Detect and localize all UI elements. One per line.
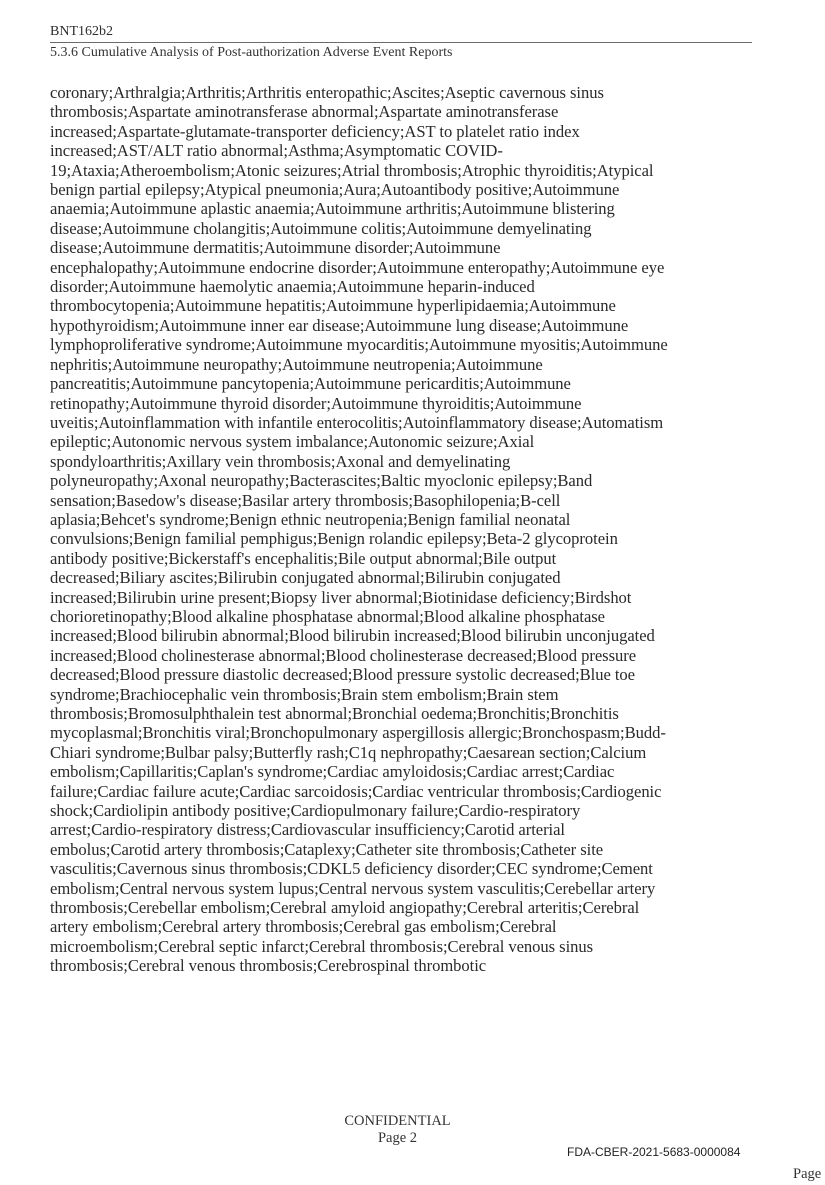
body-text-line: thrombosis;Cerebral venous thrombosis;Cerebrospinal thrombotic xyxy=(50,956,487,976)
body-text-line: thrombosis;Bromosulphthalein test abnormal;Bronchial oedema;Bronchitis;Bronchitis xyxy=(50,704,619,723)
body-text-line: increased;AST/ALT ratio abnormal;Asthma;Asymptomatic COVID- xyxy=(50,141,503,161)
body-text-line: microembolism;Cerebral septic infarct;Cerebral thrombosis;Cerebral venous sinus xyxy=(50,936,594,956)
body-text-line: lymphoproliferative syndrome;Autoimmune myocarditis;Autoimmune myositis;Autoimmune xyxy=(50,335,668,355)
document-id: BNT162b2 xyxy=(50,24,113,39)
body-text-line: disease;Autoimmune cholangitis;Autoimmune colitis;Autoimmune demyelinating xyxy=(50,218,592,238)
section-title: 5.3.6 Cumulative Analysis of Post-authorization Adverse Event Reports xyxy=(50,45,453,60)
body-text-line: thrombocytopenia;Autoimmune hepatitis;Autoimmune hyperlipidaemia;Autoimmune xyxy=(50,296,616,316)
body-text-line: embolus;Carotid artery thrombosis;Cataplexy;Catheter site thrombosis;Catheter site xyxy=(50,839,604,859)
body-text-line: vasculitis;Cavernous sinus thrombosis;CDKL5 deficiency disorder;CEC syndrome;Cement xyxy=(50,859,653,879)
body-text-line: decreased;Biliary ascites;Bilirubin conjugated abnormal;Bilirubin conjugated xyxy=(50,568,561,588)
confidential-label: CONFIDENTIAL xyxy=(344,1113,451,1129)
body-text-line: thrombosis;Aspartate aminotransferase abnormal;Aspartate aminotransferase xyxy=(50,102,559,122)
body-text-line: encephalopathy;Autoimmune endocrine disorder;Autoimmune enteropathy;Autoimmune eye xyxy=(50,257,665,277)
body-text-line: aplasia;Behcet's syndrome;Benign ethnic neutropenia;Benign familial neonatal xyxy=(50,509,571,529)
body-text-line: embolism;Central nervous system lupus;Central nervous system vasculitis;Cerebellar artery xyxy=(50,878,656,898)
body-text-line: hypothyroidism;Autoimmune inner ear disease;Autoimmune lung disease;Autoimmune xyxy=(50,315,629,335)
body-text-line: failure;Cardiac failure acute;Cardiac sarcoidosis;Cardiac ventricular thrombosis;Cardiogenic xyxy=(50,781,662,801)
body-text-line: disease;Autoimmune dermatitis;Autoimmune disorder;Autoimmune xyxy=(50,238,501,258)
body-text-line: syndrome;Brachiocephalic vein thrombosis;Brain stem embolism;Brain stem xyxy=(50,684,559,704)
body-text-line: Chiari syndrome;Bulbar palsy;Butterfly rash;C1q nephropathy;Caesarean section;Calcium xyxy=(50,742,647,762)
body-text-line: shock;Cardiolipin antibody positive;Cardiopulmonary failure;Cardio-respiratory xyxy=(50,801,581,821)
body-text-line: embolism;Capillaritis;Caplan's syndrome;Cardiac amyloidosis;Cardiac arrest;Cardiac xyxy=(50,762,615,782)
body-text-line: sensation;Basedow's disease;Basilar artery thrombosis;Basophilopenia;B-cell xyxy=(50,490,561,510)
body-text-line: uveitis;Autoinflammation with infantile enterocolitis;Autoinflammatory disease;Automatism xyxy=(50,412,664,432)
body-text-line: polyneuropathy;Axonal neuropathy;Bacterascites;Baltic myoclonic epilepsy;Band xyxy=(50,471,593,491)
body-text-line: spondyloarthritis;Axillary vein thrombosis;Axonal and demyelinating xyxy=(50,451,511,471)
body-text-line: retinopathy;Autoimmune thyroid disorder;Autoimmune thyroiditis;Autoimmune xyxy=(50,393,582,413)
body-text-line: increased;Blood bilirubin abnormal;Blood bilirubin increased;Blood bilirubin unconjugated xyxy=(50,626,655,646)
body-text-line: chorioretinopathy;Blood alkaline phosphatase abnormal;Blood alkaline phosphatase xyxy=(50,606,605,626)
body-text-line: disorder;Autoimmune haemolytic anaemia;Autoimmune heparin-induced xyxy=(50,277,535,297)
body-text-line: anaemia;Autoimmune aplastic anaemia;Autoimmune arthritis;Autoimmune blistering xyxy=(50,199,615,219)
body-text-line: artery embolism;Cerebral artery thrombosis;Cerebral gas embolism;Cerebral xyxy=(50,917,557,937)
body-text-line: thrombosis;Cerebellar embolism;Cerebral amyloid angiopathy;Cerebral arteritis;Cerebral xyxy=(50,898,640,918)
bates-number: FDA-CBER-2021-5683-0000084 xyxy=(567,1145,741,1159)
body-text-line: increased;Aspartate-glutamate-transporter deficiency;AST to platelet ratio index xyxy=(50,121,580,141)
body-text-line: increased;Blood cholinesterase abnormal;Blood cholinesterase decreased;Blood pressure xyxy=(50,645,637,665)
body-text-line: 19;Ataxia;Atheroembolism;Atonic seizures;Atrial thrombosis;Atrophic thyroiditis;Atypical xyxy=(50,160,654,180)
body-text-line: convulsions;Benign familial pemphigus;Benign rolandic epilepsy;Beta-2 glycoprotein xyxy=(50,529,618,549)
header-rule xyxy=(50,42,752,43)
body-text-line: antibody positive;Bickerstaff's encephalitis;Bile output abnormal;Bile output xyxy=(50,548,557,568)
body-text-line: nephritis;Autoimmune neuropathy;Autoimmune neutropenia;Autoimmune xyxy=(50,354,543,374)
body-text-line: increased;Bilirubin urine present;Biopsy liver abnormal;Biotinidase deficiency;Birdshot xyxy=(50,587,632,607)
body-text-line: coronary;Arthralgia;Arthritis;Arthritis enteropathic;Ascites;Aseptic cavernous sinus xyxy=(50,83,604,102)
adverse-event-term-list xyxy=(50,83,790,976)
body-text-line: arrest;Cardio-respiratory distress;Cardiovascular insufficiency;Carotid arterial xyxy=(50,820,565,840)
body-text-line: decreased;Blood pressure diastolic decreased;Blood pressure systolic decreased;Blue toe xyxy=(50,665,635,685)
body-text-line: benign partial epilepsy;Atypical pneumonia;Aura;Autoantibody positive;Autoimmune xyxy=(50,180,620,200)
body-text-line: pancreatitis;Autoimmune pancytopenia;Autoimmune pericarditis;Autoimmune xyxy=(50,374,571,394)
body-text-line: mycoplasmal;Bronchitis viral;Bronchopulmonary aspergillosis allergic;Bronchospasm;Budd- xyxy=(50,723,666,743)
body-text-line: epileptic;Autonomic nervous system imbalance;Autonomic seizure;Axial xyxy=(50,432,535,452)
page-number: Page 2 xyxy=(377,1130,418,1146)
page-label-cropped: Page xyxy=(793,1166,822,1182)
